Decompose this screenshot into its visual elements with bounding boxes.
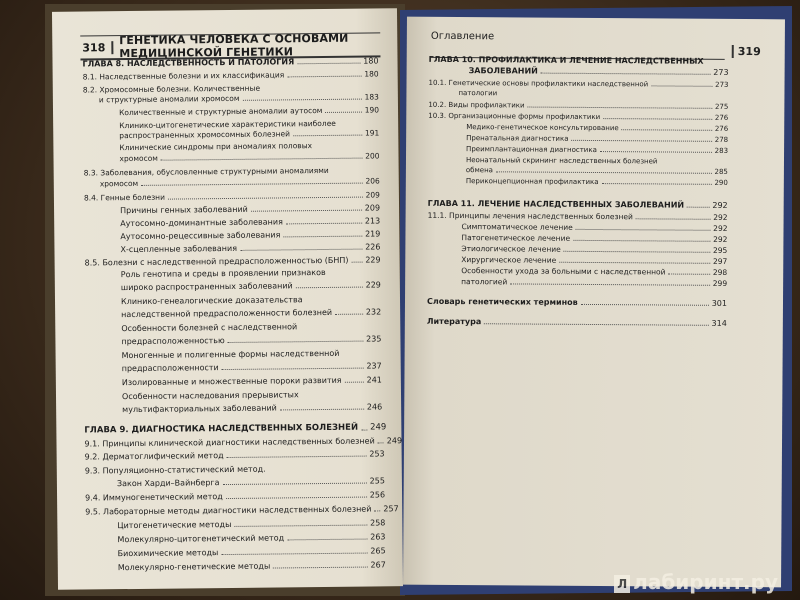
toc-entry	[119, 128, 379, 140]
toc-entry-title: 10.1. Генетические основы профилактики наследственной	[428, 78, 649, 89]
toc-leader-dots	[287, 76, 361, 78]
toc-entry-page: 213	[364, 216, 381, 226]
toc-entry	[121, 280, 381, 292]
toc-entry	[100, 176, 380, 188]
toc-entry	[84, 422, 387, 436]
toc-entry-page: 241	[366, 375, 382, 385]
toc-entry-title: предрасположенности	[121, 363, 219, 374]
toc-entry-title: Неонатальный скрининг наследственных болезней	[465, 156, 658, 166]
toc-entry-page: 292	[713, 223, 728, 233]
toc-entry-page: 297	[712, 256, 728, 266]
toc-leader-dots	[484, 323, 708, 326]
toc-entry-page: 209	[365, 190, 380, 200]
toc-entry-title: хромосом	[99, 178, 139, 189]
toc-entry	[427, 317, 727, 328]
toc-entry-page: 232	[365, 307, 382, 317]
toc-entry-page: 292	[713, 212, 728, 222]
toc-entry	[121, 295, 361, 307]
toc-entry	[122, 349, 362, 361]
toc-entry-page: 258	[370, 518, 386, 528]
toc-entry-page: 190	[364, 105, 380, 115]
toc-leader-dots	[345, 382, 364, 383]
toc-entry	[461, 277, 727, 288]
toc-entry-title: ГЛАВА 8. НАСЛЕДСТВЕННОСТЬ И ПАТОЛОГИЯ	[82, 57, 295, 69]
toc-entry	[122, 361, 382, 373]
toc-entry-title: 11.1. Принципы лечения наследственных болезней	[427, 210, 633, 222]
toc-entry-page: 191	[364, 128, 380, 138]
toc-entry-page: 275	[714, 102, 729, 111]
toc-leader-dots	[263, 90, 340, 91]
toc-entry-title: Особенности болезней с наследственной	[121, 322, 298, 334]
toc-leader-dots	[335, 314, 363, 315]
toc-entry-title: 9.2. Дерматоглифический метод	[84, 451, 224, 462]
toc-leader-dots	[602, 183, 712, 185]
toc-entry	[120, 229, 380, 241]
toc-entry-page: 200	[365, 151, 380, 161]
toc-leader-dots	[564, 251, 710, 253]
toc-entry-title: и структурные аномалии хромосом	[98, 93, 240, 105]
toc-entry	[466, 134, 728, 144]
toc-entry	[85, 449, 385, 461]
toc-leader-dots	[325, 112, 361, 113]
toc-leader-dots	[603, 118, 712, 120]
toc-entry-title: Медико-генетическое консультирование	[466, 123, 619, 133]
toc-entry-page: 246	[366, 402, 383, 412]
toc-entry-page: 249	[386, 436, 403, 446]
toc-entry-page: 226	[365, 242, 381, 252]
toc-entry	[118, 546, 386, 558]
toc-leader-dots	[251, 210, 362, 212]
toc-entry-page: 292	[713, 234, 728, 244]
toc-entry	[427, 297, 727, 308]
toc-entry-page: 276	[714, 124, 729, 133]
toc-leader-dots	[273, 567, 367, 569]
toc-entry-page: 180	[363, 56, 379, 66]
toc-entry	[469, 66, 729, 77]
toc-entry-page: 180	[364, 69, 379, 79]
toc-entry	[120, 242, 380, 254]
toc-entry	[428, 211, 728, 222]
toc-entry-title: Клинико-цитогенетические характеристики наиболее	[119, 118, 336, 131]
toc-entry	[428, 112, 728, 122]
toc-entry-title: обмена	[465, 166, 494, 175]
toc-entry-page: 290	[714, 178, 728, 187]
toc-entry	[466, 145, 728, 155]
toc-leader-dots	[161, 158, 362, 161]
toc-leader-dots	[374, 510, 380, 511]
toc-entry-page: 273	[715, 80, 729, 89]
toc-leader-dots	[361, 430, 367, 431]
toc-entry-title: Особенности наследования прерывистых	[121, 390, 299, 402]
toc-entry-page: 229	[365, 280, 381, 290]
toc-entry	[461, 233, 727, 244]
toc-entry-title: хромосом	[119, 153, 158, 164]
toc-entry-title: Клинические синдромы при аномалиях половых	[119, 141, 313, 153]
toc-leader-dots	[528, 107, 712, 109]
toc-entry-title: ГЛАВА 9. ДИАГНОСТИКА НАСЛЕДСТВЕННЫХ БОЛЕЗНЕЙ	[84, 422, 359, 436]
toc-entry-title: 10.2. Виды профилактики	[428, 100, 525, 110]
toc-leader-dots	[687, 207, 709, 208]
toc-entry	[82, 56, 378, 68]
toc-entry-page: 295	[713, 245, 728, 255]
toc-entry	[120, 216, 380, 228]
toc-entry-page: 249	[370, 422, 387, 433]
toc-leader-dots	[571, 140, 711, 142]
toc-entry	[85, 490, 385, 502]
toc-entry-page: 237	[366, 361, 382, 371]
toc-entry-page: 257	[383, 504, 399, 514]
toc-leader-dots	[141, 183, 362, 186]
toc-entry-title: 8.5. Болезни с наследственной предрасположенностью (БНП)	[84, 255, 349, 268]
toc-entry	[119, 151, 379, 163]
toc-leader-dots	[500, 95, 655, 96]
toc-entry	[85, 255, 381, 267]
toc-entry-page: 263	[370, 532, 386, 542]
toc-leader-dots	[306, 302, 358, 303]
toc-entry	[458, 89, 658, 98]
toc-entry-title: 10.3. Организационные формы профилактики	[428, 111, 601, 122]
toc-entry-page: 299	[712, 278, 728, 288]
toc-entry	[461, 244, 727, 255]
toc-entry-page: 265	[370, 546, 386, 556]
toc-leader-dots	[510, 283, 710, 285]
toc-entry	[117, 532, 385, 544]
toc-leader-dots	[576, 229, 710, 231]
toc-leader-dots	[300, 329, 358, 330]
toc-entry-page: 292	[712, 200, 728, 210]
toc-leader-dots	[227, 456, 367, 458]
toc-entry	[119, 141, 349, 152]
toc-entry-page: 229	[365, 255, 381, 265]
toc-leader-dots	[293, 135, 362, 137]
toc-entry-title: Словарь генетических терминов	[426, 296, 578, 307]
toc-entry-page: 276	[714, 113, 729, 122]
toc-entry	[99, 92, 379, 104]
toc-entry	[118, 560, 386, 572]
right-running-title: Оглавление	[430, 30, 495, 43]
toc-entry-title: патологии	[458, 89, 498, 98]
toc-leader-dots	[636, 218, 710, 220]
toc-entry-page: 209	[364, 203, 381, 213]
toc-leader-dots	[269, 471, 332, 472]
toc-entry-title: Молекулярно-генетические методы	[117, 561, 271, 573]
toc-entry-title: Роль генотипа и среды в проявлении признаков	[120, 267, 326, 280]
toc-leader-dots	[378, 442, 384, 443]
toc-entry-title: 8.1. Наследственные болезни и их классификация	[82, 70, 285, 82]
toc-entry-page: 219	[364, 229, 381, 239]
toc-entry-title: 8.2. Хромосомные болезни. Количественные	[82, 83, 261, 95]
toc-entry-page: 283	[714, 146, 729, 155]
toc-entry	[84, 166, 354, 178]
toc-entry	[121, 334, 381, 346]
toc-leader-dots	[221, 553, 367, 556]
toc-leader-dots	[600, 151, 712, 153]
toc-entry-title: ЗАБОЛЕВАНИЙ	[468, 66, 538, 76]
toc-entry-title: Закон Харди–Вайнберга	[116, 478, 220, 489]
toc-leader-dots	[622, 129, 712, 131]
toc-entry	[461, 266, 727, 277]
toc-leader-dots	[541, 73, 710, 75]
toc-entry-page: 256	[369, 490, 386, 500]
toc-entry	[85, 504, 399, 517]
toc-entry	[466, 123, 728, 133]
toc-entry	[466, 166, 728, 176]
toc-leader-dots	[287, 539, 367, 541]
toc-entry-page: 206	[365, 176, 380, 186]
toc-entry-page: 301	[711, 298, 728, 308]
toc-leader-dots	[240, 249, 362, 251]
toc-leader-dots	[302, 397, 359, 398]
toc-entry	[117, 476, 385, 488]
toc-entry-page: 183	[364, 92, 379, 102]
toc-entry	[84, 190, 380, 202]
toc-entry-page: 285	[714, 167, 728, 176]
toc-entry-title: Причины генных заболеваний	[120, 204, 248, 216]
right-running-head	[430, 30, 761, 59]
toc-entry-title: предрасположенностью	[121, 336, 225, 347]
watermark-text: лабиринт.ру	[633, 570, 778, 594]
toc-entry	[121, 322, 361, 334]
toc-entry-title: Периконцепционная профилактика	[465, 177, 599, 187]
toc-entry-title: Пренатальная диагностика	[466, 134, 569, 143]
toc-leader-dots	[242, 99, 361, 101]
toc-entry	[122, 402, 382, 414]
toc-entry	[428, 101, 728, 111]
toc-leader-dots	[668, 274, 709, 275]
toc-entry	[121, 307, 381, 319]
toc-entry-title: 9.5. Лабораторные методы диагностики наследственных болезней	[85, 504, 372, 517]
toc-entry-title: широко распространенных заболеваний	[120, 281, 293, 293]
toc-entry	[85, 464, 335, 476]
toc-entry	[429, 55, 729, 66]
toc-leader-dots	[234, 525, 367, 527]
toc-entry-title: наследственной предрасположенности болезней	[121, 307, 333, 320]
toc-entry	[461, 222, 727, 233]
toc-entry	[428, 79, 728, 89]
toc-entry	[117, 518, 385, 530]
toc-entry	[466, 156, 696, 166]
toc-entry-title: 8.4. Генные болезни	[83, 192, 165, 203]
toc-entry-title: 9.4. Иммуногенетический метод	[85, 492, 223, 503]
toc-entry-title: Биохимические методы	[117, 548, 219, 559]
toc-entry-page: 235	[366, 334, 382, 344]
watermark	[614, 570, 778, 594]
toc-entry	[83, 69, 379, 81]
toc-entry-page: 278	[714, 135, 729, 144]
toc-leader-dots	[222, 368, 364, 370]
right-page-number: 319	[732, 45, 761, 58]
toc-entry-page: 314	[711, 318, 727, 328]
toc-entry	[428, 199, 728, 210]
toc-entry	[122, 375, 382, 387]
toc-leader-dots	[297, 63, 360, 65]
toc-entry-title: Молекулярно-цитогенетический метод	[117, 533, 285, 545]
toc-entry	[120, 203, 380, 215]
toc-leader-dots	[651, 85, 712, 86]
toc-leader-dots	[573, 240, 710, 242]
toc-entry	[119, 105, 379, 117]
toc-leader-dots	[581, 304, 709, 306]
toc-entry-title: Аутосомно-рецессивные заболевания	[120, 230, 281, 242]
toc-entry-title: 8.3. Заболевания, обусловленные структурными аномалиями	[83, 165, 329, 178]
toc-leader-dots	[226, 497, 367, 499]
toc-entry-page: 273	[713, 67, 729, 77]
left-page-number: 318	[80, 41, 113, 54]
toc-entry-title: ГЛАВА 10. ПРОФИЛАКТИКА И ЛЕЧЕНИЕ НАСЛЕДСТВЕННЫХ	[428, 54, 704, 66]
toc-entry-title: распространенных хромосомных болезней	[119, 129, 291, 141]
toc-entry-title: 9.3. Популяционно-статистический метод.	[84, 464, 266, 476]
toc-entry-title: Аутосомно-доминантные заболевания	[120, 217, 283, 229]
toc-entry	[84, 436, 403, 449]
toc-entry-page: 253	[369, 449, 385, 459]
toc-entry-title: Клинико-генеалогические доказательства	[120, 295, 303, 307]
toc-entry-title: Патогенетическое лечение	[461, 233, 571, 243]
toc-entry-title: Цитогенетические методы	[117, 519, 232, 531]
toc-entry-page: 255	[369, 476, 385, 486]
toc-entry-title: 9.1. Принципы клинической диагностики наследственных болезней	[84, 436, 375, 449]
toc-leader-dots	[296, 287, 363, 289]
toc-entry-title: Литература	[426, 316, 482, 327]
toc-entry-title: Особенности ухода за больными с наследственной	[461, 266, 666, 277]
toc-entry-title: Количественные и структурные аномалии аутосом	[118, 105, 323, 118]
toc-leader-dots	[223, 483, 367, 486]
toc-entry-title: Этиологическое лечение	[461, 244, 561, 254]
toc-entry-title: Моногенные и полигенные формы наследственной	[121, 348, 340, 361]
labirint-logo-icon: Л	[614, 575, 630, 593]
toc-leader-dots	[559, 262, 710, 264]
toc-entry-title: Симптоматическое лечение	[461, 222, 573, 232]
toc-leader-dots	[351, 262, 362, 263]
toc-entry-page: 298	[712, 267, 728, 277]
toc-entry-title: мультифакториальных заболеваний	[122, 403, 277, 415]
toc-entry-title: Изолированные и множественные пороки развития	[121, 375, 342, 388]
toc-entry-page: 267	[370, 560, 386, 570]
toc-entry-title: Преимплантационная диагностика	[466, 145, 597, 155]
toc-leader-dots	[283, 236, 362, 238]
toc-entry	[121, 268, 361, 280]
toc-entry	[466, 177, 728, 187]
toc-leader-dots	[286, 223, 362, 225]
toc-entry-title: ГЛАВА 11. ЛЕЧЕНИЕ НАСЛЕДСТВЕННЫХ ЗАБОЛЕВАНИЙ	[427, 198, 685, 210]
toc-entry-title: Х-сцепленные заболевания	[120, 243, 238, 255]
toc-entry	[122, 390, 362, 402]
toc-entry-title: патологией	[461, 277, 508, 287]
toc-entry-title: Хирургическое лечение	[461, 255, 557, 265]
toc-leader-dots	[228, 341, 363, 343]
toc-entry	[461, 255, 727, 266]
toc-leader-dots	[168, 197, 363, 200]
left-page	[52, 8, 403, 590]
toc-leader-dots	[280, 409, 364, 411]
toc-leader-dots	[496, 171, 712, 174]
left-running-title: ГЕНЕТИКА ЧЕЛОВЕКА С ОСНОВАМИ МЕДИЦИНСКОЙ ГЕНЕТИКИ	[119, 31, 349, 61]
right-page	[403, 17, 785, 588]
